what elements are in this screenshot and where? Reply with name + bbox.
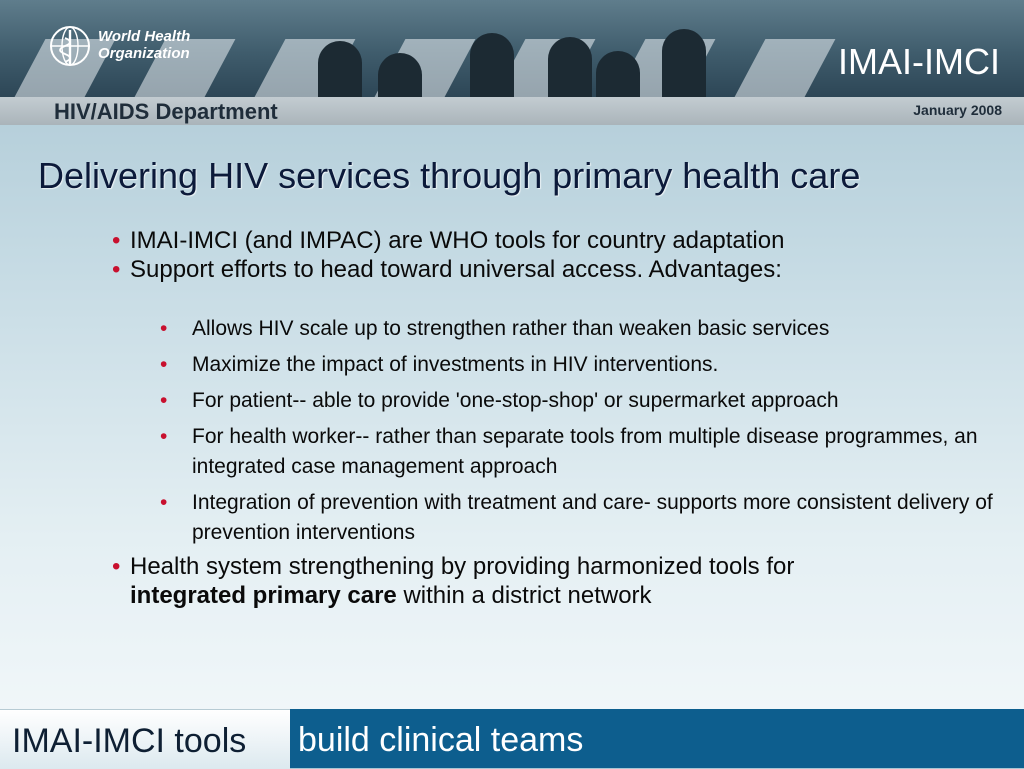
bullet-marker: •: [160, 491, 168, 514]
spacer: [112, 284, 1002, 314]
bullet-marker: •: [112, 553, 121, 580]
sub-bullet-item: [158, 314, 1002, 344]
pedestrian-silhouette: [470, 33, 514, 97]
slide-content: [112, 226, 1002, 610]
sub-bullet-text: For health worker-- rather than separate tools from multiple disease programmes, an integrated case management approach: [192, 425, 978, 478]
sub-bullet-text: For patient-- able to provide 'one-stop-shop' or supermarket approach: [192, 389, 839, 412]
pedestrian-silhouette: [596, 51, 640, 97]
bullet-emphasis: integrated primary care: [130, 582, 397, 609]
bullet-marker: •: [112, 256, 121, 283]
crosswalk-stripe: [735, 39, 836, 97]
bullet-marker: •: [160, 425, 168, 448]
sub-bullet-text: Integration of prevention with treatment and care- supports more consistent delivery of prevention interventions: [192, 491, 993, 544]
sub-bullet-item: [158, 488, 1002, 548]
footer-left-text: IMAI-IMCI tools: [12, 722, 247, 760]
slide-title: Delivering HIV services through primary health care: [38, 155, 861, 196]
sub-bullet-item: [158, 386, 1002, 416]
pedestrian-silhouette: [378, 53, 422, 97]
sub-bullet-item: [158, 422, 1002, 482]
bullet-marker: •: [160, 353, 168, 376]
sub-bullet-text: Allows HIV scale up to strengthen rather than weaken basic services: [192, 317, 830, 340]
bullet-item: [112, 226, 1002, 255]
bullet-text: Support efforts to head toward universal access. Advantages:: [130, 256, 782, 283]
organization-name-line2: Organization: [98, 45, 190, 62]
bullet-text-tail: within a district network: [396, 582, 652, 609]
bullet-marker: •: [112, 227, 121, 254]
bullet-item: [112, 255, 1002, 284]
department-name: HIV/AIDS Department: [54, 99, 278, 124]
footer-left-panel: [0, 709, 290, 769]
footer-right-panel: [290, 709, 1024, 768]
sub-bullet-text: Maximize the impact of investments in HIV interventions.: [192, 353, 719, 376]
header-banner: [0, 0, 1024, 97]
organization-name-line1: World Health: [98, 28, 191, 45]
department-date: January 2008: [913, 102, 1002, 118]
pedestrian-silhouette: [662, 29, 706, 97]
footer-right-text: build clinical teams: [298, 721, 584, 759]
bullet-text: IMAI-IMCI (and IMPAC) are WHO tools for country adaptation: [130, 227, 785, 254]
organization-name: [98, 28, 238, 62]
bullet-item: [112, 552, 1002, 610]
pedestrian-silhouette: [318, 41, 362, 97]
who-emblem-icon: [48, 24, 92, 68]
bullet-marker: •: [160, 389, 168, 412]
programme-tag: IMAI-IMCI: [838, 41, 1000, 82]
bullet-text: Health system strengthening by providing harmonized tools for: [130, 553, 795, 580]
department-strip: [0, 97, 1024, 125]
pedestrian-silhouette: [548, 37, 592, 97]
bullet-marker: •: [160, 317, 168, 340]
sub-bullet-item: [158, 350, 1002, 380]
